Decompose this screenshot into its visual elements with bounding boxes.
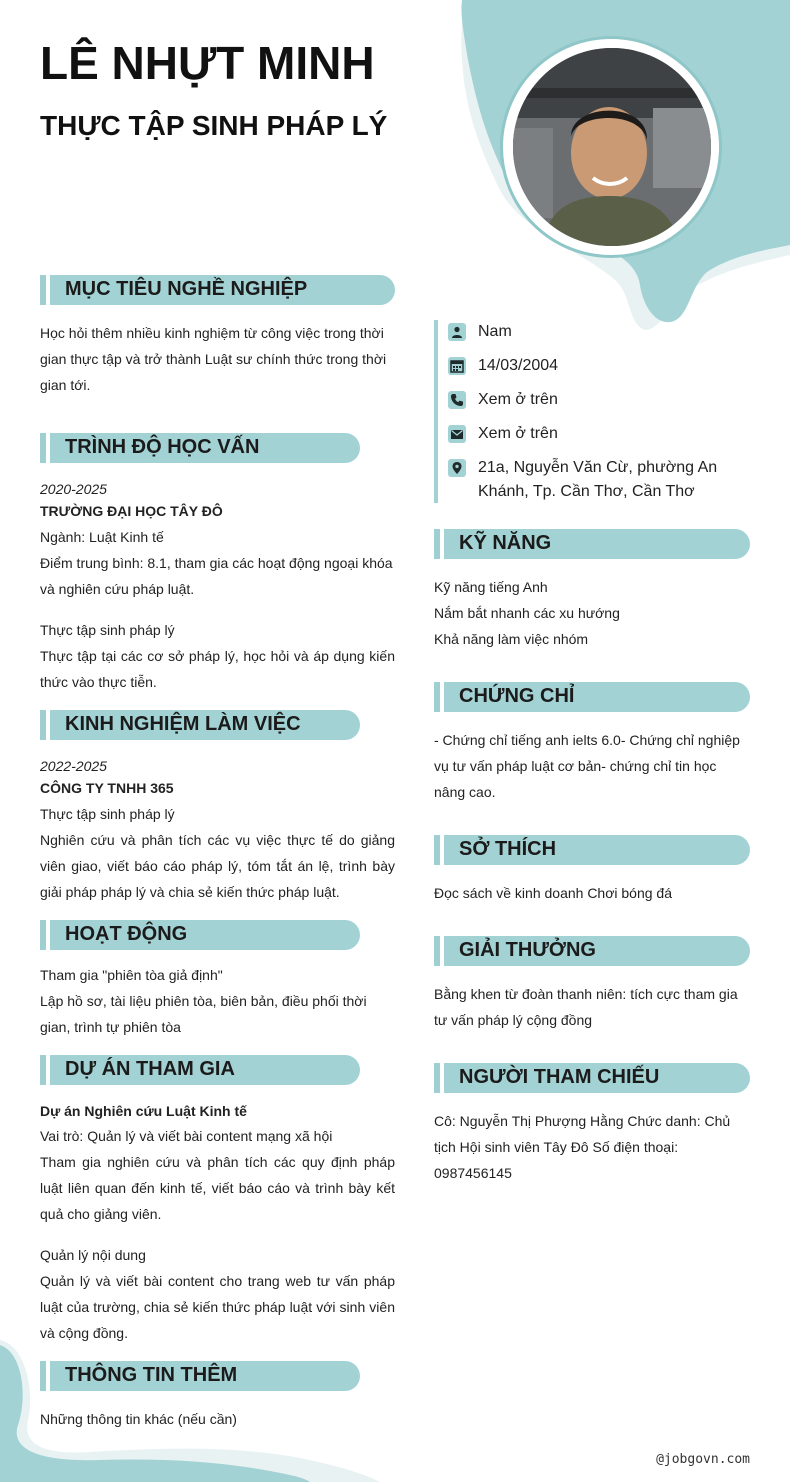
section-header-projects (40, 1055, 360, 1085)
gender-value: Nam (478, 323, 512, 340)
hobbies-text: Đọc sách về kinh doanh Chơi bóng đá (434, 885, 672, 901)
experience-desc: Nghiên cứu và phân tích các vụ việc thực tế do giảng viên giao, viết báo cáo pháp lý, tóm tắt án lệ, trình bày giải pháp pháp lý và chia sẻ kiến thức pháp luật. (40, 832, 395, 900)
awards-text: Bằng khen từ đoàn thanh niên: tích cực tham gia tư vấn pháp lý cộng đồng (434, 986, 738, 1028)
education-gpa: Điểm trung bình: 8.1, tham gia các hoạt động ngoại khóa và nghiên cứu pháp luật. (40, 555, 393, 597)
section-title: SỞ THÍCH (459, 838, 557, 860)
mail-icon (448, 425, 466, 443)
section-title: NGƯỜI THAM CHIẾU (459, 1066, 660, 1088)
project-sub-desc: Quản lý và viết bài content cho trang web tư vấn pháp luật của trường, chia sẻ kiến thức pháp luật với sinh viên và cộng đồng. (40, 1273, 395, 1341)
education-intern-desc: Thực tập tại các cơ sở pháp lý, học hỏi và áp dụng kiến thức vào thực tiễn. (40, 648, 395, 690)
project-desc: Tham gia nghiên cứu và phân tích các quy định pháp luật liên quan đến kinh tế, viết báo cáo và trình bày kết quả cho giảng viên. (40, 1154, 395, 1222)
experience-period: 2022-2025 (40, 758, 107, 774)
section-title: KINH NGHIỆM LÀM VIỆC (65, 713, 301, 735)
activity-name: Tham gia "phiên tòa giả định" (40, 967, 223, 983)
education-school: TRƯỜNG ĐẠI HỌC TÂY ĐÔ (40, 503, 223, 519)
references-text: Cô: Nguyễn Thị Phượng Hằng Chức danh: Chủ tịch Hội sinh viên Tây Đô Số điện thoại: 0987456145 (434, 1113, 731, 1181)
candidate-name: LÊ NHỰT MINH (40, 37, 375, 89)
address-value: 21a, Nguyễn Văn Cừ, phường An Khánh, Tp. Cần Thơ, Cần Thơ (478, 459, 718, 500)
section-title: THÔNG TIN THÊM (65, 1364, 238, 1386)
section-title: CHỨNG CHỈ (459, 685, 575, 707)
education-intern-title: Thực tập sinh pháp lý (40, 622, 175, 638)
location-pin-icon (448, 459, 466, 477)
section-header-awards (434, 936, 750, 966)
more-info-text: Những thông tin khác (nếu cần) (40, 1411, 237, 1427)
experience-company: CÔNG TY TNHH 365 (40, 780, 174, 796)
section-header-skills (434, 529, 750, 559)
experience-position: Thực tập sinh pháp lý (40, 806, 175, 822)
section-title: MỤC TIÊU NGHỀ NGHIỆP (65, 278, 308, 300)
calendar-icon (448, 357, 466, 375)
section-title: KỸ NĂNG (459, 532, 552, 554)
contact-block (434, 320, 754, 503)
section-header-objective (40, 275, 395, 305)
education-major: Ngành: Luật Kinh tế (40, 529, 164, 545)
project-role: Vai trò: Quản lý và viết bài content mạng xã hội (40, 1128, 333, 1144)
skill-item: Nắm bắt nhanh các xu hướng (434, 605, 620, 621)
section-header-activities (40, 920, 360, 950)
section-header-references (434, 1063, 750, 1093)
objective-text: Học hỏi thêm nhiều kinh nghiệm từ công việc trong thời gian thực tập và trở thành Luật sư chính thức trong thời gian tới. (40, 325, 387, 393)
education-period: 2020-2025 (40, 481, 107, 497)
certificates-text: - Chứng chỉ tiếng anh ielts 6.0- Chứng chỉ nghiệp vụ tư vấn pháp luật cơ bản- chứng chỉ tin học nâng cao. (434, 732, 740, 800)
project-sub-title: Quản lý nội dung (40, 1247, 146, 1263)
skill-item: Khả năng làm việc nhóm (434, 631, 589, 647)
profile-photo-illustration (513, 48, 711, 246)
dob-value: 14/03/2004 (478, 357, 559, 374)
section-header-experience (40, 710, 360, 740)
phone-icon (448, 391, 466, 409)
profile-photo (513, 48, 711, 246)
person-icon (448, 323, 466, 341)
section-header-certificates (434, 682, 750, 712)
section-title: DỰ ÁN THAM GIA (65, 1058, 235, 1080)
section-header-more-info (40, 1361, 360, 1391)
section-title: GIẢI THƯỞNG (459, 939, 596, 961)
section-title: TRÌNH ĐỘ HỌC VẤN (65, 436, 260, 458)
project-name: Dự án Nghiên cứu Luật Kinh tế (40, 1103, 247, 1119)
phone-value: Xem ở trên (478, 391, 558, 408)
candidate-role: THỰC TẬP SINH PHÁP LÝ (40, 110, 388, 141)
activity-desc: Lập hồ sơ, tài liệu phiên tòa, biên bản, điều phối thời gian, trình tự phiên tòa (40, 993, 367, 1035)
footer-watermark: @jobgovn.com (656, 1452, 750, 1467)
email-value: Xem ở trên (478, 425, 558, 442)
section-header-education (40, 433, 360, 463)
skill-item: Kỹ năng tiếng Anh (434, 579, 548, 595)
section-title: HOẠT ĐỘNG (65, 923, 188, 945)
section-header-hobbies (434, 835, 750, 865)
